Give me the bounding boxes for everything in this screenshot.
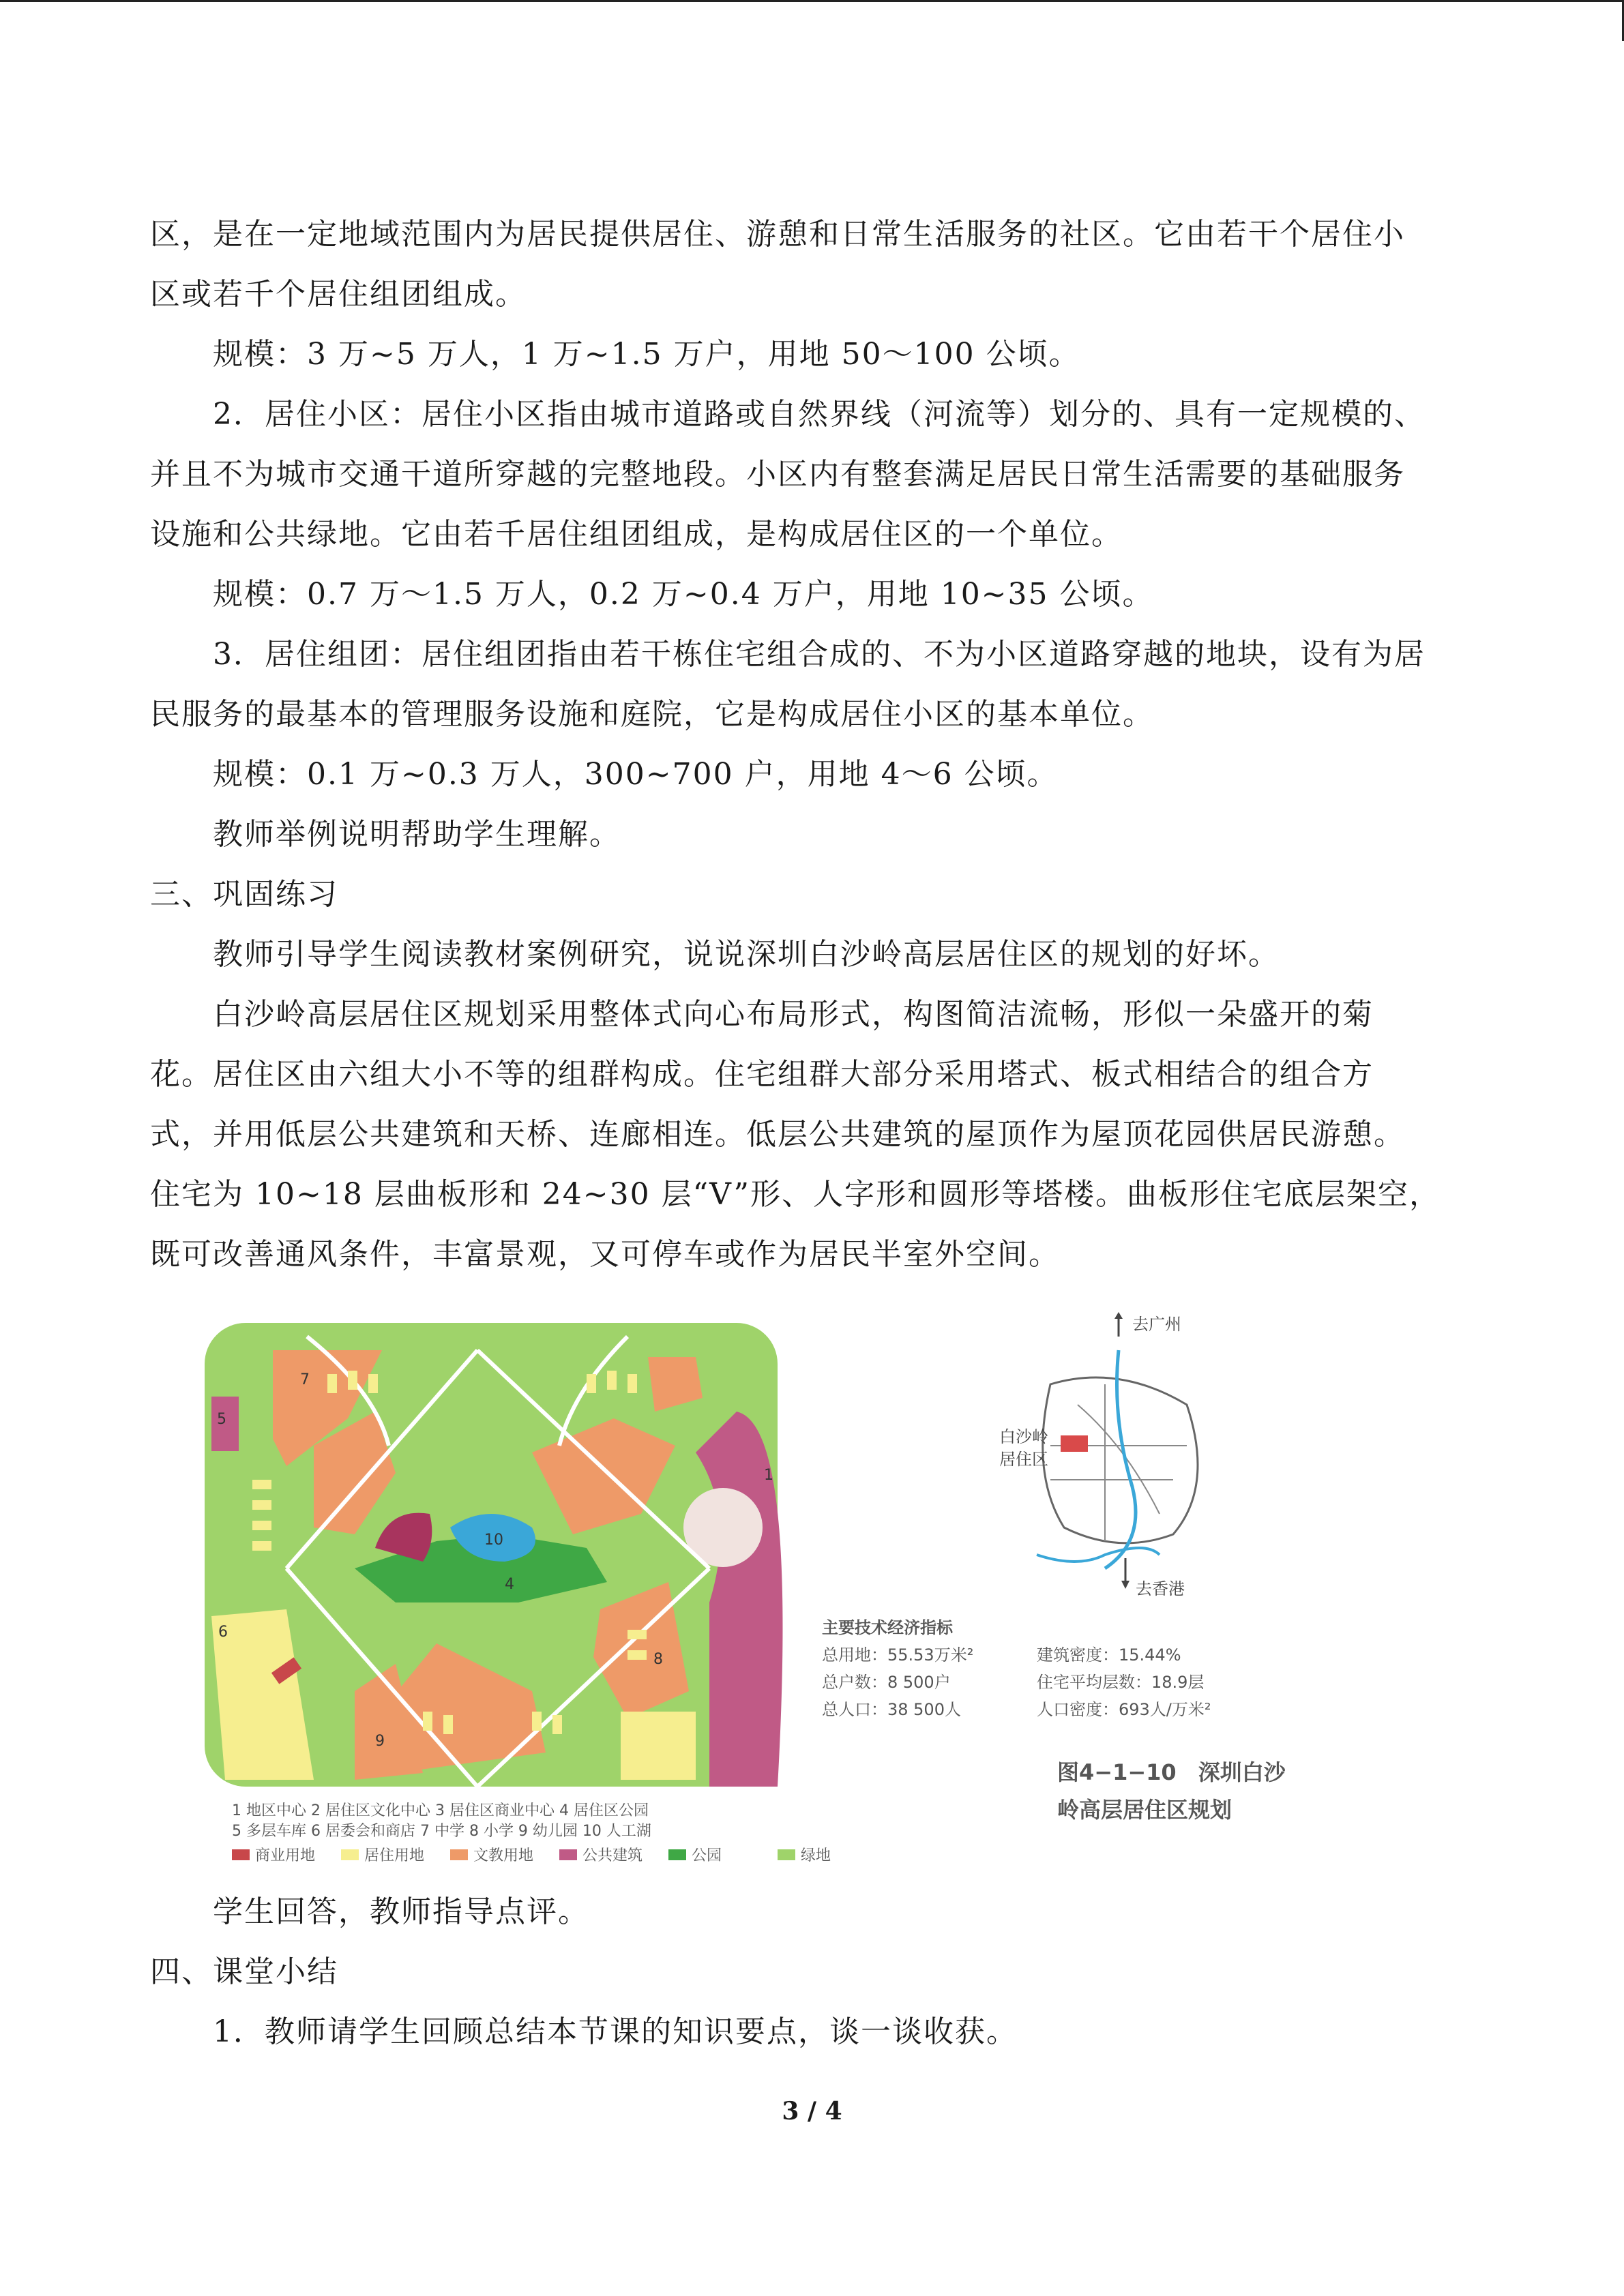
paragraph: 教师引导学生阅读教材案例研究，说说深圳白沙岭高层居住区的规划的好坏。 — [213, 937, 1280, 972]
paragraph: 3．居住组团：居住组团指由若干栋住宅组合成的、不为小区道路穿越的地块，设有为居 — [213, 637, 1426, 672]
paragraph: 区，是在一定地域范围内为居民提供居住、游憩和日常生活服务的社区。它由若干个居住小 — [150, 217, 1405, 252]
legend-swatch — [232, 1849, 250, 1860]
legend-label: 商业用地 — [255, 1847, 316, 1864]
map-num-1: 1 — [764, 1467, 773, 1484]
legend-swatch — [341, 1849, 359, 1860]
section-heading: 三、巩固练习 — [150, 877, 338, 912]
indicators-table — [822, 1618, 1211, 1719]
paragraph: 既可改善通风条件，丰富景观，又可停车或作为居民半室外空间。 — [150, 1237, 1060, 1272]
legend-label: 文教用地 — [473, 1847, 534, 1864]
legend-label: 公共建筑 — [582, 1847, 643, 1864]
indicator-land: 总用地：55.53万米² — [822, 1645, 974, 1665]
legend-swatch — [559, 1849, 577, 1860]
paragraph: 并且不为城市交通干道所穿越的完整地段。小区内有整套满足居民日常生活需要的基础服务 — [150, 457, 1405, 492]
legend-line-2: 5 多层车库 6 居委会和商店 7 中学 8 小学 9 幼儿园 10 人工湖 — [232, 1823, 651, 1840]
site-label-1: 白沙岭 — [999, 1427, 1048, 1446]
paragraph: 教师举例说明帮助学生理解。 — [213, 817, 621, 852]
legend-swatch — [778, 1849, 795, 1860]
map-num-7: 7 — [300, 1371, 310, 1388]
paragraph: 学生回答，教师指导点评。 — [213, 1894, 589, 1929]
paragraph: 1．教师请学生回顾总结本节课的知识要点，谈一谈收获。 — [213, 2014, 1018, 2049]
paragraph: 花。居住区由六组大小不等的组群构成。住宅组群大部分采用塔式、板式相结合的组合方 — [150, 1057, 1374, 1092]
residential-plan-figure — [150, 1309, 1337, 1875]
plot-yellow-right — [621, 1712, 696, 1780]
paragraph: 民服务的最基本的管理服务设施和庭院，它是构成居住小区的基本单位。 — [150, 697, 1154, 732]
paragraph: 2．居住小区：居住小区指由城市道路或自然界线（河流等）划分的、具有一定规模的、 — [213, 397, 1426, 432]
location-map — [999, 1312, 1198, 1598]
indicators-title: 主要技术经济指标 — [822, 1618, 953, 1637]
legend-label: 绿地 — [801, 1847, 831, 1864]
legend-label: 居住用地 — [364, 1847, 425, 1864]
land-use-legend — [232, 1847, 831, 1864]
indicator-building-density: 建筑密度：15.44% — [1037, 1645, 1181, 1665]
section-heading: 四、课堂小结 — [150, 1954, 338, 1989]
map-num-8: 8 — [653, 1651, 663, 1668]
paragraph: 式，并用低层公共建筑和天桥、连廊相连。低层公共建筑的屋顶作为屋顶花园供居民游憩。 — [150, 1117, 1405, 1152]
figure-caption-line-1: 图4−1−10 深圳白沙 — [1057, 1759, 1286, 1785]
paragraph: 住宅为 10~18 层曲板形和 24~30 层“V”形、人字形和圆形等塔楼。曲板形住宅底层架空， — [150, 1177, 1441, 1212]
to-guangzhou-label: 去广州 — [1132, 1315, 1181, 1334]
document-body — [150, 205, 1487, 2062]
legend-label: 公园 — [692, 1847, 722, 1864]
top-border-line — [0, 0, 1624, 2]
legend-swatch — [668, 1849, 686, 1860]
paragraph: 白沙岭高层居住区规划采用整体式向心布局形式，构图简洁流畅，形似一朵盛开的菊 — [213, 997, 1374, 1032]
site-label-2: 居住区 — [999, 1450, 1048, 1469]
indicator-households: 总户数：8 500户 — [822, 1673, 951, 1692]
plan-svg — [150, 1309, 1337, 1875]
paragraph: 规模：0.7 万〜1.5 万人，0.2 万~0.4 万户，用地 10~35 公顷。 — [213, 577, 1154, 612]
paragraph: 规模：3 万~5 万人，1 万~1.5 万户，用地 50〜100 公顷。 — [213, 337, 1080, 372]
indicator-avg-floors: 住宅平均层数：18.9层 — [1037, 1673, 1205, 1692]
legend-line-1: 1 地区中心 2 居住区文化中心 3 居住区商业中心 4 居住区公园 — [232, 1802, 649, 1819]
legend-swatch — [450, 1849, 468, 1860]
indicator-population: 总人口：38 500人 — [822, 1700, 961, 1719]
map-num-10: 10 — [484, 1532, 503, 1549]
paragraph: 规模：0.1 万~0.3 万人，300~700 户，用地 4〜6 公顷。 — [213, 757, 1059, 792]
map-num-5: 5 — [217, 1411, 226, 1428]
map-num-9: 9 — [375, 1733, 385, 1750]
page-number: 3 / 4 — [782, 2097, 842, 2126]
figure-caption-line-2: 岭高层居住区规划 — [1057, 1797, 1232, 1823]
map-num-6: 6 — [218, 1624, 228, 1641]
indicator-pop-density: 人口密度：693人/万米² — [1037, 1700, 1211, 1719]
map-num-4: 4 — [505, 1576, 514, 1593]
paragraph: 区或若千个居住组团组成。 — [150, 277, 527, 312]
to-hongkong-label: 去香港 — [1136, 1579, 1185, 1598]
paragraph: 设施和公共绿地。它由若千居住组团组成，是构成居住区的一个单位。 — [150, 517, 1123, 552]
